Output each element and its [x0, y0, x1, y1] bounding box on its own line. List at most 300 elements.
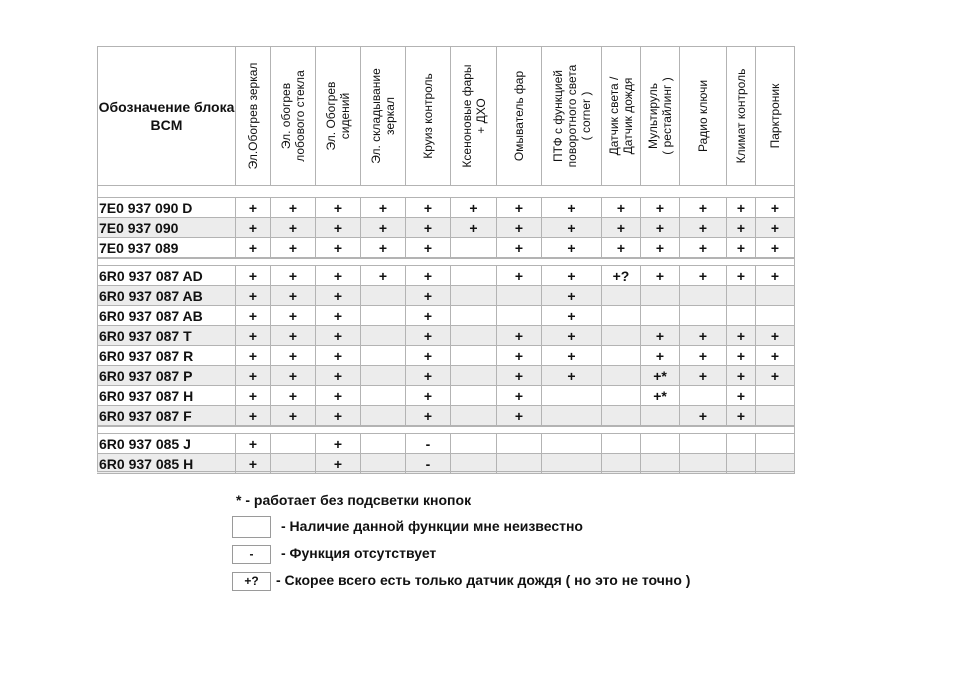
- feature-mark: +: [514, 268, 524, 284]
- feature-cell: [641, 238, 680, 258]
- block-code: 6R0 937 087 AB: [99, 308, 203, 324]
- feature-mark: +: [248, 220, 258, 236]
- feature-cell: [602, 454, 641, 474]
- table-row: [97, 198, 795, 218]
- feature-mark: +: [698, 348, 708, 364]
- feature-mark: [451, 306, 496, 326]
- column-header-label: Эл. обогрев лобового стекла: [279, 69, 307, 162]
- feature-mark: +: [248, 328, 258, 344]
- feature-mark: +: [333, 388, 343, 404]
- feature-mark: +: [770, 328, 780, 344]
- block-code: 7E0 937 089: [99, 240, 179, 256]
- feature-cell: [756, 266, 795, 286]
- feature-mark: +: [567, 368, 576, 384]
- feature-mark: +: [333, 288, 343, 304]
- feature-mark: [756, 286, 794, 306]
- column-header-label: Датчик света / Датчик дождя: [607, 76, 635, 155]
- feature-cell: [451, 306, 497, 326]
- feature-mark: +: [736, 240, 746, 256]
- feature-mark: +: [423, 200, 433, 216]
- feature-mark: [756, 386, 794, 406]
- feature-mark: +: [288, 288, 298, 304]
- feature-mark: +: [770, 268, 780, 284]
- feature-cell: [406, 326, 451, 346]
- feature-cell: [727, 406, 756, 426]
- feature-mark: [271, 434, 315, 454]
- feature-cell: [271, 218, 316, 238]
- feature-cell: [451, 366, 497, 386]
- table-row: [97, 238, 795, 258]
- feature-mark: [602, 286, 640, 306]
- feature-mark: +: [736, 268, 746, 284]
- feature-mark: +: [567, 268, 576, 284]
- feature-mark: +: [616, 240, 626, 256]
- legend-note: * - работает без подсветки кнопок: [236, 492, 472, 508]
- feature-cell: [497, 434, 542, 454]
- column-header-label: Радио ключи: [696, 79, 710, 152]
- feature-cell: [680, 326, 727, 346]
- feature-mark: +: [288, 308, 298, 324]
- feature-mark: [451, 434, 496, 454]
- feature-cell: [451, 238, 497, 258]
- feature-mark: [361, 286, 405, 306]
- feature-mark: +: [655, 328, 665, 344]
- feature-mark: [542, 434, 601, 454]
- feature-cell: [451, 286, 497, 306]
- feature-mark: +: [514, 240, 524, 256]
- feature-cell: [727, 306, 756, 326]
- feature-cell: [451, 434, 497, 454]
- feature-mark: +: [288, 220, 298, 236]
- feature-cell: [641, 366, 680, 386]
- column-header-label: Эл.Обогрев зеркал: [246, 62, 260, 169]
- feature-mark: +: [567, 348, 576, 364]
- feature-cell: [727, 366, 756, 386]
- feature-cell: [727, 454, 756, 474]
- feature-cell: [361, 386, 406, 406]
- table-row: [97, 286, 795, 306]
- feature-cell: [271, 198, 316, 218]
- feature-cell: [497, 306, 542, 326]
- feature-cell: [727, 266, 756, 286]
- feature-mark: +: [655, 240, 665, 256]
- feature-mark: +: [698, 368, 708, 384]
- feature-cell: [236, 454, 271, 474]
- feature-cell: [406, 198, 451, 218]
- feature-cell: [542, 198, 602, 218]
- feature-mark: +: [248, 200, 258, 216]
- column-header: [497, 46, 542, 185]
- feature-mark: +: [736, 408, 746, 424]
- feature-cell: [680, 198, 727, 218]
- feature-cell: [361, 326, 406, 346]
- table-row: [97, 434, 795, 454]
- feature-mark: [361, 386, 405, 406]
- feature-mark: +: [469, 200, 478, 216]
- feature-cell: [316, 386, 361, 406]
- feature-cell: [497, 386, 542, 406]
- feature-cell: [641, 346, 680, 366]
- feature-cell: [542, 454, 602, 474]
- feature-mark: +: [770, 220, 780, 236]
- feature-mark: [641, 454, 679, 474]
- feature-cell: [316, 306, 361, 326]
- feature-mark: +: [333, 240, 343, 256]
- feature-cell: [727, 218, 756, 238]
- feature-mark: +: [736, 368, 746, 384]
- feature-cell: [316, 286, 361, 306]
- feature-cell: [451, 386, 497, 406]
- feature-mark: +?: [612, 268, 630, 284]
- feature-mark: [680, 286, 726, 306]
- feature-cell: [680, 286, 727, 306]
- feature-mark: [497, 286, 541, 306]
- feature-mark: +: [248, 368, 258, 384]
- block-code: 7E0 937 090: [99, 220, 179, 236]
- table-row: [97, 366, 795, 386]
- feature-mark: +: [248, 268, 258, 284]
- column-header: [641, 46, 680, 185]
- feature-cell: [756, 346, 795, 366]
- feature-cell: [542, 266, 602, 286]
- feature-cell: [271, 238, 316, 258]
- feature-cell: [236, 406, 271, 426]
- feature-mark: [451, 386, 496, 406]
- feature-cell: [727, 198, 756, 218]
- block-code-cell: [97, 346, 236, 366]
- feature-cell: [756, 238, 795, 258]
- feature-cell: [602, 238, 641, 258]
- feature-mark: +: [288, 348, 298, 364]
- feature-mark: +: [333, 200, 343, 216]
- feature-cell: [271, 454, 316, 474]
- feature-mark: +: [698, 328, 708, 344]
- feature-mark: [641, 286, 679, 306]
- column-header: [602, 46, 641, 185]
- feature-cell: [497, 238, 542, 258]
- table-row: [97, 386, 795, 406]
- table-row: [97, 266, 795, 286]
- feature-mark: [451, 286, 496, 306]
- feature-cell: [641, 454, 680, 474]
- feature-mark: +: [423, 240, 433, 256]
- feature-cell: [236, 266, 271, 286]
- feature-cell: [602, 366, 641, 386]
- column-header: [361, 46, 406, 185]
- feature-mark: +: [736, 328, 746, 344]
- feature-mark: +: [770, 348, 780, 364]
- feature-mark: +: [698, 240, 708, 256]
- feature-cell: [602, 286, 641, 306]
- feature-mark: [602, 366, 640, 386]
- feature-mark: [497, 306, 541, 326]
- feature-mark: +*: [653, 368, 667, 384]
- feature-cell: [451, 198, 497, 218]
- feature-cell: [497, 454, 542, 474]
- feature-mark: +: [736, 388, 746, 404]
- feature-cell: [236, 434, 271, 454]
- block-code-cell: [97, 386, 236, 406]
- feature-cell: [727, 434, 756, 454]
- feature-cell: [497, 326, 542, 346]
- feature-mark: [602, 346, 640, 366]
- feature-cell: [641, 434, 680, 454]
- block-code: 6R0 937 087 T: [99, 328, 192, 344]
- block-code-cell: [97, 326, 236, 346]
- feature-mark: +: [248, 288, 258, 304]
- feature-mark: [641, 434, 679, 454]
- feature-mark: +: [333, 368, 343, 384]
- feature-cell: [406, 346, 451, 366]
- feature-cell: [542, 286, 602, 306]
- group-separator: [97, 185, 795, 198]
- feature-cell: [316, 218, 361, 238]
- feature-cell: [602, 346, 641, 366]
- block-code-cell: [97, 286, 236, 306]
- feature-cell: [271, 406, 316, 426]
- feature-mark: +: [655, 220, 665, 236]
- feature-mark: +: [514, 368, 524, 384]
- feature-mark: +: [288, 268, 298, 284]
- feature-mark: +: [378, 268, 388, 284]
- feature-cell: [756, 406, 795, 426]
- feature-mark: +: [378, 240, 388, 256]
- feature-cell: [406, 286, 451, 306]
- feature-mark: [756, 434, 794, 454]
- feature-cell: [361, 198, 406, 218]
- feature-cell: [316, 406, 361, 426]
- block-code-cell: [97, 266, 236, 286]
- feature-cell: [602, 266, 641, 286]
- feature-cell: [236, 286, 271, 306]
- feature-mark: [680, 454, 726, 474]
- feature-mark: +*: [653, 388, 667, 404]
- feature-mark: +: [423, 388, 433, 404]
- feature-cell: [361, 406, 406, 426]
- feature-cell: [756, 454, 795, 474]
- feature-cell: [361, 454, 406, 474]
- legend-box-unknown: [232, 516, 271, 538]
- feature-cell: [641, 406, 680, 426]
- bcm-comparison-table: [97, 46, 795, 472]
- feature-cell: [680, 238, 727, 258]
- feature-cell: [602, 306, 641, 326]
- feature-cell: [451, 326, 497, 346]
- feature-cell: [361, 238, 406, 258]
- feature-cell: [271, 366, 316, 386]
- column-header: [680, 46, 727, 185]
- feature-mark: +: [514, 328, 524, 344]
- feature-cell: [451, 406, 497, 426]
- feature-cell: [316, 366, 361, 386]
- feature-cell: [602, 386, 641, 406]
- feature-cell: [406, 386, 451, 406]
- feature-cell: [361, 366, 406, 386]
- feature-cell: [271, 346, 316, 366]
- block-code: 6R0 937 087 F: [99, 408, 192, 424]
- feature-mark: [497, 454, 541, 474]
- feature-mark: [451, 346, 496, 366]
- block-code-cell: [97, 366, 236, 386]
- column-header: [451, 46, 497, 185]
- feature-mark: [451, 266, 496, 286]
- feature-cell: [542, 218, 602, 238]
- feature-mark: [361, 454, 405, 474]
- feature-mark: +: [248, 408, 258, 424]
- feature-cell: [451, 454, 497, 474]
- feature-cell: [727, 286, 756, 306]
- legend-text-probable: - Скорее всего есть только датчик дождя ( но это не точно ): [276, 572, 691, 588]
- feature-mark: [641, 306, 679, 326]
- feature-mark: [756, 454, 794, 474]
- feature-mark: +: [423, 328, 433, 344]
- feature-mark: +: [514, 388, 524, 404]
- feature-cell: [497, 218, 542, 238]
- block-code-cell: [97, 238, 236, 258]
- feature-cell: [406, 306, 451, 326]
- feature-mark: +: [514, 408, 524, 424]
- block-header-label: Обозначение блока BCM: [98, 98, 235, 133]
- column-header: [727, 46, 756, 185]
- block-code: 7E0 937 090 D: [99, 200, 193, 216]
- feature-cell: [361, 306, 406, 326]
- feature-cell: [680, 306, 727, 326]
- feature-mark: [361, 326, 405, 346]
- column-header-label: Эл. складывание зеркал: [369, 67, 397, 164]
- feature-mark: +: [698, 220, 708, 236]
- table-row: [97, 346, 795, 366]
- feature-cell: [756, 218, 795, 238]
- feature-mark: +: [616, 200, 626, 216]
- legend-text-absent: - Функция отсутствует: [281, 545, 437, 561]
- column-header: [236, 46, 271, 185]
- feature-cell: [641, 198, 680, 218]
- feature-mark: -: [425, 456, 431, 472]
- feature-mark: [727, 306, 755, 326]
- feature-mark: +: [514, 220, 524, 236]
- feature-mark: +: [333, 348, 343, 364]
- feature-cell: [602, 326, 641, 346]
- feature-mark: [542, 454, 601, 474]
- feature-cell: [727, 386, 756, 406]
- feature-mark: +: [248, 348, 258, 364]
- feature-mark: +: [423, 348, 433, 364]
- block-code: 6R0 937 085 H: [99, 456, 194, 472]
- group-separator: [97, 426, 795, 434]
- table-row: [97, 306, 795, 326]
- feature-mark: +: [736, 220, 746, 236]
- feature-cell: [361, 266, 406, 286]
- feature-cell: [406, 406, 451, 426]
- feature-mark: +: [248, 388, 258, 404]
- feature-mark: +: [288, 240, 298, 256]
- feature-mark: [451, 454, 496, 474]
- feature-cell: [406, 434, 451, 454]
- feature-cell: [271, 286, 316, 306]
- feature-cell: [680, 386, 727, 406]
- feature-cell: [236, 386, 271, 406]
- column-header-label: Мультируль ( рестайлинг ): [646, 76, 674, 155]
- feature-cell: [497, 346, 542, 366]
- feature-cell: [641, 286, 680, 306]
- feature-mark: +: [655, 200, 665, 216]
- feature-mark: [727, 286, 755, 306]
- feature-cell: [497, 286, 542, 306]
- feature-mark: [542, 406, 601, 426]
- legend-box-absent: -: [232, 545, 271, 564]
- feature-mark: [756, 306, 794, 326]
- feature-cell: [236, 218, 271, 238]
- feature-mark: [680, 386, 726, 406]
- feature-cell: [602, 406, 641, 426]
- feature-mark: +: [567, 240, 576, 256]
- block-code-cell: [97, 434, 236, 454]
- feature-mark: +: [423, 368, 433, 384]
- feature-cell: [756, 386, 795, 406]
- block-code: 6R0 937 087 AD: [99, 268, 203, 284]
- feature-mark: +: [514, 348, 524, 364]
- feature-mark: +: [378, 220, 388, 236]
- column-header: [406, 46, 451, 185]
- block-code-cell: [97, 218, 236, 238]
- feature-mark: +: [698, 200, 708, 216]
- feature-mark: +: [698, 408, 708, 424]
- feature-mark: +: [248, 240, 258, 256]
- feature-cell: [236, 306, 271, 326]
- feature-mark: [727, 434, 755, 454]
- feature-cell: [756, 198, 795, 218]
- feature-cell: [542, 386, 602, 406]
- feature-cell: [236, 326, 271, 346]
- feature-cell: [497, 406, 542, 426]
- feature-cell: [756, 286, 795, 306]
- feature-cell: [406, 366, 451, 386]
- feature-cell: [316, 238, 361, 258]
- feature-mark: +: [288, 408, 298, 424]
- feature-cell: [542, 346, 602, 366]
- feature-cell: [316, 434, 361, 454]
- feature-cell: [451, 266, 497, 286]
- feature-mark: +: [333, 436, 343, 452]
- feature-mark: +: [248, 456, 258, 472]
- block-code: 6R0 937 087 H: [99, 388, 194, 404]
- feature-mark: [602, 386, 640, 406]
- feature-cell: [497, 366, 542, 386]
- feature-mark: [602, 326, 640, 346]
- feature-cell: [727, 346, 756, 366]
- feature-cell: [680, 454, 727, 474]
- feature-cell: [497, 266, 542, 286]
- column-header-label: Омыватель фар: [512, 70, 526, 161]
- feature-cell: [641, 306, 680, 326]
- legend-box-probable: +?: [232, 572, 271, 591]
- feature-cell: [271, 266, 316, 286]
- feature-mark: [361, 434, 405, 454]
- feature-cell: [756, 326, 795, 346]
- feature-cell: [271, 326, 316, 346]
- feature-cell: [271, 386, 316, 406]
- feature-mark: [756, 406, 794, 426]
- feature-mark: [680, 306, 726, 326]
- feature-cell: [680, 266, 727, 286]
- feature-mark: +: [333, 268, 343, 284]
- feature-mark: +: [423, 268, 433, 284]
- feature-cell: [542, 366, 602, 386]
- feature-cell: [542, 434, 602, 454]
- feature-cell: [542, 238, 602, 258]
- feature-cell: [680, 406, 727, 426]
- feature-cell: [406, 454, 451, 474]
